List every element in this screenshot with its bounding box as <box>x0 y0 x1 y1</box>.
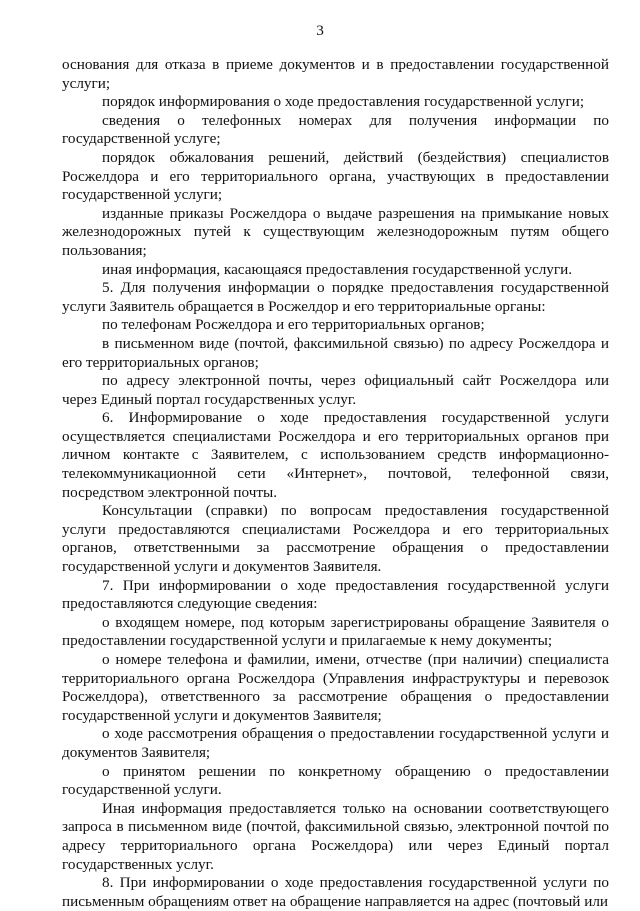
list-item-phone-numbers: сведения о телефонных номерах для получения информации по государственной услуге; <box>62 111 609 148</box>
page-number: 3 <box>316 22 324 39</box>
list-item-information-procedure: порядок информирования о ходе предоставления государственной услуги; <box>102 93 585 111</box>
section-7-other-information: Иная информация предоставляется только на основании соответствующего запроса в письменном виде (почтой, факсимильной связью, электронной почтой по адресу территориального органа Росжелдора) или через Единый портал государственных услуг. <box>62 799 609 873</box>
section-7-incoming-number: о входящем номере, под которым зарегистрированы обращение Заявителя о предоставлении государственной услуги и прилагаемые к нему документы; <box>62 613 609 650</box>
list-item-appeal-procedure: порядок обжалования решений, действий (бездействия) специалистов Росжелдора и его территориального органа, участвующих в предоставлении государственной услуги; <box>62 148 609 204</box>
list-item-other-information: иная информация, касающаяся предоставления государственной услуги. <box>102 260 573 278</box>
section-7: 7. При информировании о ходе предоставления государственной услуги предоставляются следующие сведения: <box>62 576 609 613</box>
section-5-email: по адресу электронной почты, через официальный сайт Росжелдора или через Единый портал государственных услуг. <box>62 372 609 408</box>
section-6: 6. Информирование о ходе предоставления государственной услуги осуществляется специалистами Росжелдора и его территориальных органов при личном контакте с Заявителем, с использованием средств информационно-телекоммуникационной сети «Интернет», почтовой, телефонной связи, посредством электронной почты. <box>62 409 609 501</box>
section-5-written: в письменном виде (почтой, факсимильной связью) по адресу Росжелдора и его территориальных органов; <box>62 334 609 371</box>
section-7-specialist: о номере телефона и фамилии, имени, отчестве (при наличии) специалиста территориального органа Росжелдора (Управления инфраструктуры и перевозок Росжелдора), ответственного за рассмотрение обращения о предоставлении государственной услуги и документов Заявителя; <box>62 651 609 724</box>
section-7-review-progress: о ходе рассмотрения обращения о предоставлении государственной услуги и документов Заявителя; <box>62 725 609 761</box>
section-5-heading: 5. Для получения информации о порядке предоставления государственной услуги Заявитель обращается в Росжелдор и его территориальные органы: <box>62 279 609 315</box>
section-6-consultations: Консультации (справки) по вопросам предоставления государственной услуги предоставляются специалистами Росжелдора и его территориальных органов, ответственными за рассмотрение обращения о предоставлении государственной услуги и документов Заявителя. <box>62 502 609 576</box>
paragraph-continuation: основания для отказа в приеме документов и в предоставлении государственной услуги; <box>62 56 609 92</box>
list-item-issued-orders: изданные приказы Росжелдора о выдаче разрешения на примыкание новых железнодорожных путей к существующим железнодорожным путям общего пользования; <box>62 204 609 259</box>
section-7-decision: о принятом решении по конкретному обращению о предоставлении государственной услуги. <box>62 762 609 799</box>
document-body <box>62 56 609 911</box>
section-8: 8. При информировании о ходе предоставления государственной услуги по письменным обращениям ответ на обращение направляется на адрес (почтовый или <box>62 874 609 910</box>
section-5-phone: по телефонам Росжелдора и его территориальных органов; <box>102 316 485 334</box>
